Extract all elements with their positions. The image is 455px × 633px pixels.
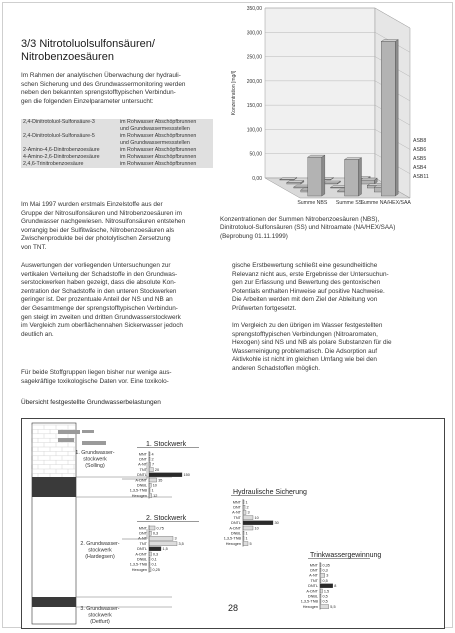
text-line: Grundwasser nachgewiesen. Nitrosulfonsäuren entstehen [21,218,186,226]
bar-category-label: Hexogen [131,567,147,572]
bar-category-label: TNT [233,515,241,520]
bar-value-label: 0,5 [322,594,328,599]
bar-value-label: 0,3 [322,568,328,573]
bar [149,526,155,530]
bar-value-label: 1,5 [162,547,168,552]
bar-asb5 [294,187,308,188]
bar-value-label: 8 [334,584,337,589]
text-line: Zwischenprodukte bei der photolytischen Zersetzung [21,235,171,243]
concentration-chart [225,2,450,219]
substance-cell: 2-Amino-4,6-Dinitrobenzoesäure [23,147,100,153]
bar-value-label: 1,5 [323,589,330,594]
text-line: Für beide Stoffgruppen liegen bisher nur wenige aus- [21,369,172,376]
series-label: ASB5 [413,156,427,162]
bar [149,531,151,535]
bar-top [324,181,341,183]
bar-value-label: 150 [183,473,190,478]
figure-title: Übersicht festgestellte Grundwasserbelastungen [21,399,161,406]
geological-column [32,423,76,624]
stratum-label-line: stockwerk [83,456,107,463]
bar-value-label: 10 [152,483,157,488]
stratum-label-line: (Detfurt) [90,619,110,625]
paragraph-may [21,201,185,253]
chart-back-wall [265,8,375,178]
substance-cell: 2,4-Dinitrotoluol-Sulfonsäure-5 [23,133,95,139]
bar-value-label: 1 [245,531,248,536]
bar-category-label: DNTL [137,473,147,478]
bar-value-label: 5,5 [330,604,336,609]
bar [320,584,333,588]
bar [243,510,246,514]
bar-category-label: 1,3,5-TNB [300,599,318,604]
bar-value-label: 0,3 [152,552,159,557]
y-tick-label: 350,00 [246,6,262,12]
bar-value-label: 0,25 [152,567,160,572]
text-line: im Vergleich zum oberflächennahen Sickerwasser jedoch [21,322,183,330]
substance-cell: 2,4-Dinitrotoluol-Sulfonsäure-3 [23,119,95,125]
bar [320,589,322,593]
text-line: Potentials enthalten Hinweise auf positive Nachweise. [232,287,385,295]
section-heading [21,38,155,64]
y-tick-label: 0,00 [252,176,262,182]
location-cell: im Rohwasser Abschöpfbrunnen [120,133,197,139]
bar-category-label: DNT [310,568,318,573]
bar-value-label: 20 [154,467,160,472]
bar-value-label: 12 [153,493,158,498]
paragraph-right-1 [232,262,389,314]
y-tick-label: 100,00 [246,127,262,134]
bar-value-label: 3 [326,573,329,578]
bar-value-label: 1 [151,488,154,493]
bar-category-label: A-DNT [135,478,147,483]
chart-caption [220,216,395,241]
paragraph-groups [21,369,172,386]
text-line: sprengstofftypischen Verbindungen (Nitroaromaten, [232,330,378,338]
bar-value-label: 0,1 [151,557,157,562]
text-line: geringer ist. Der prozentuale Anteil der NS und NB an [21,296,173,304]
bar-category-label: 1,3,5-TNB [223,536,241,541]
bar-asb5 [331,188,345,189]
bar [243,521,273,525]
caption-line: Dinitrotoluol-Sulfonsäuren (SS) und Nitroamate (NA/HEX/SAA) [220,224,396,232]
text-line: Im Vergleich zu den übrigen im Wasser festgestellten [232,322,383,329]
text-line: anderen Schadstoffen möglich. [232,364,320,372]
bar-category-label: TNT [139,541,147,546]
bar-asb6 [360,180,374,184]
bar [320,605,329,609]
gray-lens [58,438,74,442]
bar-category-label: DNT [233,505,241,510]
bar-category-label: 1,3,5-TNB [129,488,147,493]
bar-value-label: 5 [249,541,252,546]
table-row [21,161,213,168]
bar [243,505,245,509]
bar [149,473,182,477]
y-tick-label: 300,00 [246,30,262,37]
series-label: ASB8 [413,138,427,144]
text-line: Auswertungen der vorliegenden Untersuchungen zur [21,262,171,269]
text-line: schen Sicherung und des Grundwassermonitoring werden [21,80,186,88]
stratum-label [80,606,119,625]
table-row [21,140,213,147]
y-tick-label: 200,00 [246,78,262,85]
profile-figure-svg [22,419,444,628]
chart-title: Trinkwassergewinnung [310,552,382,559]
bar-category-label: DNTL [231,521,241,526]
text-line: Im Rahmen der analytischen Überwachung der hydrauli- [21,72,181,79]
bar-top [280,178,297,180]
bar-asb6 [287,183,301,184]
bar-category-label: A-DNT [306,589,318,594]
bar [149,494,152,498]
text-line: vorrangig bei der Sulfitwäsche, Nitrobenzoesäuren als [21,226,175,234]
bar-value-label: 35 [158,478,163,483]
page-number: 28 [228,603,239,613]
horizontal-bar-chart [130,441,199,499]
text-line: sagekräftige toxikologische Daten vor. Eine toxikolo- [21,377,169,385]
bar-category-label: Hexogen [225,541,241,546]
bar [149,552,151,556]
series-label: ASB4 [413,165,427,171]
bar-top [287,181,304,183]
stratum-label-line: stockwerk [88,612,112,619]
text-line: der Gesamtmenge der sprengstofftypischen Verbindun- [21,304,178,312]
y-tick-label: 150,00 [246,103,262,110]
bar-category-label: MNT [138,526,147,531]
gray-lens [82,430,94,433]
text-line: gen steigt im zweiten und dritten Grundwasserstockwerk [21,313,181,321]
bar-category-label: MNT [309,563,318,568]
stratum-label-line: 1. Grundwasser- [75,450,115,456]
bar-category-label: A-NT [138,462,147,467]
bar-asb6 [324,183,338,184]
location-cell: und Grundwassermessstellen [120,126,190,132]
bar [149,547,161,551]
bar-side [322,155,325,196]
bar-category-label: DNT [139,531,147,536]
location-cell: im Rohwasser Abschöpfbrunnen [120,161,197,167]
bar-value-label: 3,5 [178,541,184,546]
stratum-label [75,450,114,469]
table-row [21,126,213,133]
bar-category-label: DNBL [230,531,241,536]
text-line: Wasserreinigung problematisch. Die Adsorption auf [232,347,378,355]
text-line: Die Arbeiten werden mit dem Ziel der Ableitung von [232,296,378,304]
bar-asb11 [345,160,359,196]
bar-value-label: 0,5 [322,578,328,583]
location-cell: im Rohwasser Abschöpfbrunnen [120,147,197,153]
bar-value-label: 10 [254,515,259,520]
bar-category-label: Hexogen [131,493,147,498]
bar-category-label: A-NT [232,510,241,515]
text-line: vertikalen Verteilung der Schadstoffe in den Grundwas- [21,270,178,278]
bar-value-label: 0,5 [322,599,328,604]
text-line: neben den bekannten sprengstofftypischen Verbindun- [21,89,176,97]
bar-value-label: 10 [254,526,259,531]
bar [243,516,253,520]
bar-value-label: 0,3 [152,531,159,536]
text-line: Gruppe der Nitrosulfonsäuren und Nitrobenzoesäuren im [21,209,182,217]
bar-value-label: 0,1 [151,562,157,567]
gray-lens [58,430,80,434]
text-line: gen zur Erfassung und Bewertung des gentoxischen [232,279,381,287]
text-line: Prüfwerten fortgesetzt. [232,304,297,312]
bar-value-label: 7 [152,462,155,467]
location-cell: im Rohwasser Abschöpfbrunnen [120,119,197,125]
bar-value-label: 2 [151,457,154,462]
confining-layer [32,477,76,497]
chart-title: 1. Stockwerk [146,441,187,448]
bar-side [359,158,362,196]
bar [149,462,151,466]
stratum-label-line: 3. Grundwasser- [80,606,120,612]
bar-asb11 [381,42,395,196]
bar-asb8 [280,180,294,181]
paragraph-evaluation [21,262,183,339]
bar-value-label: 1 [245,536,248,541]
bar-category-label: DNTL [308,584,318,589]
location-cell: und Grundwassermessstellen [120,140,190,146]
bar-category-label: TNT [139,467,147,472]
bar-category-label: A-DNT [229,526,241,531]
bar-value-label: 3 [247,510,250,515]
bar [149,536,173,540]
bar-category-label: A-NT [138,536,147,541]
bar-value-label: 2 [246,505,249,510]
bar-top [308,155,325,157]
bar-category-label: MNT [232,500,241,505]
text-line: gische Erstbewertung schließt eine gesundheitliche [232,262,378,269]
stratum-label-line: 2. Grundwasser- [80,541,120,547]
table-row [21,147,213,154]
intro-paragraph [21,72,185,106]
table-row [21,154,213,161]
category-label: Summe NBS [297,200,328,206]
series-label: ASB6 [413,147,427,153]
text-line: Relevanz nicht aus, erste Ergebnisse der Untersuchun- [232,270,389,278]
bar [149,483,151,487]
substance-cell: 2,4,6-Trinitrobenzoesäure [23,161,84,167]
stratum-label [80,541,119,560]
bar [149,468,153,472]
caption-line: Konzentrationen der Summen Nitrobenzoesäuren (NBS), [220,216,380,223]
text-line: von TNT. [21,243,47,251]
substance-cell [21,126,120,133]
substance-cell: 4-Amino-2,6-Dinitrobenzoesäure [23,154,100,160]
bar-category-label: DNT [139,457,147,462]
bar-category-label: 1,3,5-TNB [129,562,147,567]
paragraph-right-2 [232,322,392,374]
bar-category-label: DNTL [137,547,147,552]
bar [149,542,177,546]
table-row [21,119,213,126]
bar-value-label: 0,75 [156,526,164,531]
bar [149,568,151,572]
bar-category-label: DNBL [136,557,147,562]
bar-category-label: Hexogen [302,604,318,609]
substance-cell [21,140,120,147]
bar [149,478,157,482]
text-line: Im Mai 1997 wurden erstmals Einzelstoffe aus der [21,201,163,208]
y-axis-label: Konzentration [mg/l] [231,70,237,116]
bar [320,573,325,577]
bar-side [395,40,398,196]
bar-category-label: TNT [310,578,318,583]
bar-value-label: 1 [245,500,248,505]
heading-line-1: 3/3 Nitrotoluolsulfonsäuren/ [21,38,155,50]
bar-category-label: A-DNT [135,552,147,557]
category-label: Summe NA/HEX/SAA [360,200,411,206]
horizontal-bar-chart [130,515,199,573]
stratum-label-line: (Solling) [85,463,105,469]
y-tick-label: 250,00 [246,54,262,61]
bar [243,542,248,546]
bar-value-label: 30 [274,521,279,526]
series-label: ASB11 [413,174,429,180]
text-line: gen die folgenden Einzelparameter untersucht: [21,97,154,105]
caption-line: (Beprobung 01.11.1999) [220,232,288,240]
bar-category-label: A-NT [309,573,318,578]
horizontal-bar-chart [224,489,307,547]
bar-value-label: 0,35 [322,563,330,568]
bar-value-label: 3 [174,536,177,541]
bar [243,526,253,530]
horizontal-bar-chart [301,552,382,610]
bar-top [345,158,362,160]
text-line: Aktivkohle ist nicht im gleichen Umfang wie bei den [232,356,377,364]
profile-figure [21,418,445,629]
y-tick-label: 50,00 [249,151,262,158]
bar-value-label: 4 [151,452,154,457]
stratum-label-line: stockwerk [88,547,112,554]
heading-line-2: Nitrobenzoesäuren [21,51,114,63]
text-line: serstockwerken haben gezeigt, dass die absolute Kon- [21,279,176,287]
bar-category-label: MNT [138,452,147,457]
concentration-chart-svg [225,2,450,214]
text-line: zentration der Schadstoffe in den unteren Stockwerken [21,287,177,295]
chart-title: Hydraulische Sicherung [233,489,307,496]
table-row [21,133,213,140]
bar-category-label: DNBL [136,483,147,488]
gray-lens [82,441,106,445]
parameter-table [21,119,213,168]
bar-top [381,40,398,42]
text-line: deutlich an. [21,330,54,338]
bar-asb11 [308,157,322,196]
confining-layer [32,597,76,607]
bar-top [360,178,377,180]
chart-title: 2. Stockwerk [146,515,187,522]
text-line: Hexogen) sind NS und NB als polare Substanzen für die [232,339,392,347]
stratum-label-line: (Hardegsen) [85,554,115,560]
category-label: Summe SS [335,200,363,206]
location-cell: im Rohwasser Abschöpfbrunnen [120,154,197,160]
bar-category-label: DNBL [307,594,318,599]
